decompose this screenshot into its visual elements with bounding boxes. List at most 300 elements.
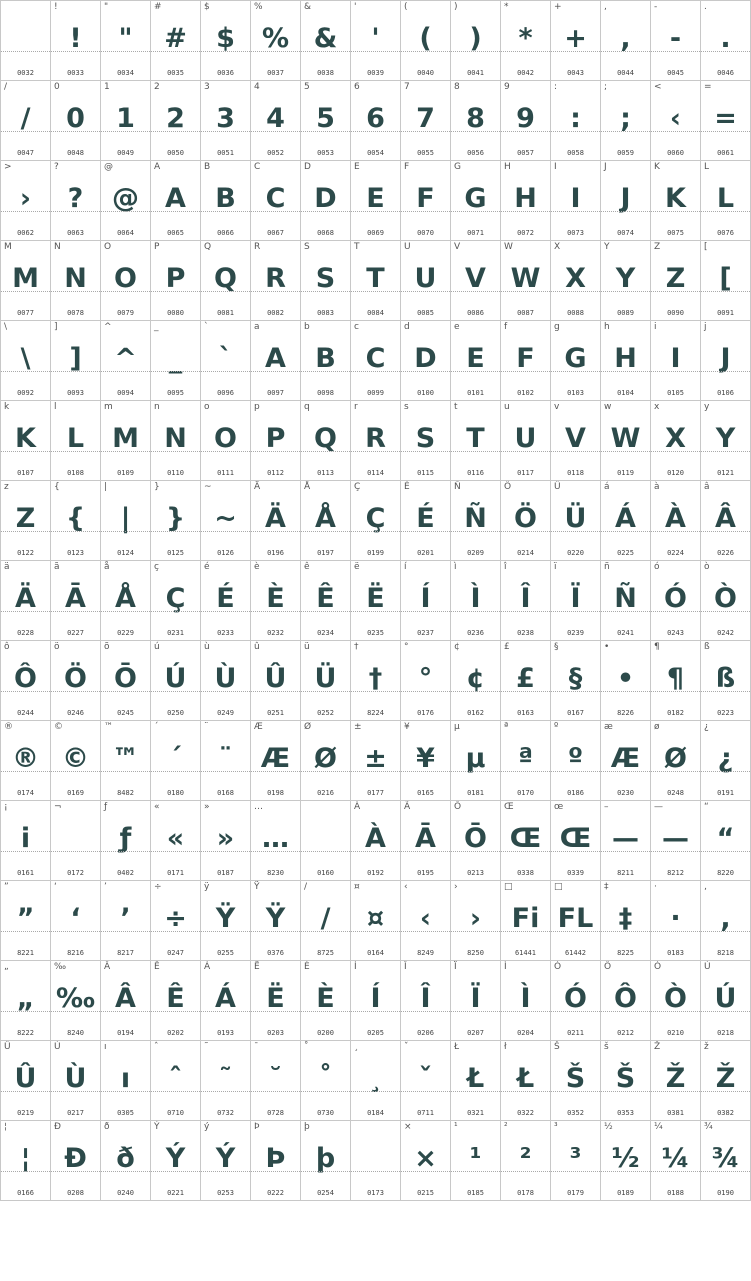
baseline-guide [301, 451, 350, 452]
glyph-code: 0106 [717, 389, 734, 397]
glyph-code: 0244 [17, 709, 34, 717]
glyph-reference-char: Z [654, 242, 661, 252]
glyph-sample: × [414, 1143, 437, 1174]
baseline-guide [701, 1091, 750, 1092]
glyph-cell [551, 641, 601, 721]
glyph-cell [351, 161, 401, 241]
glyph-sample: 6 [366, 103, 385, 134]
glyph-reference-char: © [54, 722, 63, 732]
glyph-code: 0181 [467, 789, 484, 797]
glyph-cell [451, 1041, 501, 1121]
glyph-sample: 2 [166, 103, 185, 134]
glyph-cell [501, 561, 551, 641]
glyph-reference-char: Ÿ [254, 882, 260, 892]
glyph-reference-char: & [304, 2, 312, 12]
glyph-reference-char: â [704, 482, 710, 492]
glyph-sample: Æ [610, 743, 641, 774]
glyph-cell [201, 241, 251, 321]
glyph-code: 0221 [167, 1189, 184, 1197]
glyph-reference-char: u [504, 402, 510, 412]
glyph-cell [401, 1041, 451, 1121]
glyph-sample: Ñ [614, 583, 637, 614]
glyph-sample: Ó [564, 983, 587, 1014]
glyph-reference-char: ) [454, 2, 458, 12]
baseline-guide [551, 451, 600, 452]
glyph-code: 0254 [317, 1189, 334, 1197]
baseline-guide [551, 691, 600, 692]
glyph-sample: ] [69, 343, 82, 374]
glyph-code: 0211 [567, 1029, 584, 1037]
baseline-guide [551, 1171, 600, 1172]
glyph-reference-char: ‚ [704, 882, 707, 892]
glyph-code: 0248 [667, 789, 684, 797]
glyph-sample: Ä [15, 583, 36, 614]
baseline-guide [101, 451, 150, 452]
glyph-cell [201, 561, 251, 641]
glyph-sample: ’ [120, 903, 131, 934]
glyph-reference-char: E [354, 162, 360, 172]
glyph-sample: Ç [365, 503, 386, 534]
glyph-code: 0083 [317, 309, 334, 317]
glyph-code: 0079 [117, 309, 134, 317]
glyph-sample: % [261, 23, 290, 54]
glyph-row [1, 641, 751, 721]
baseline-guide [451, 1091, 500, 1092]
glyph-reference-char: Ã [404, 802, 411, 812]
glyph-sample: ¼ [661, 1143, 690, 1174]
glyph-reference-char: N [54, 242, 61, 252]
glyph-code: 8482 [117, 789, 134, 797]
glyph-code: 0402 [117, 869, 134, 877]
baseline-guide [601, 291, 650, 292]
glyph-row [1, 881, 751, 961]
glyph-code: 0085 [417, 309, 434, 317]
glyph-code: 0245 [117, 709, 134, 717]
glyph-code: 0112 [267, 469, 284, 477]
glyph-sample: G [564, 343, 587, 374]
glyph-cell [351, 321, 401, 401]
glyph-cell [351, 401, 401, 481]
glyph-code: 0037 [267, 69, 284, 77]
glyph-row [1, 1, 751, 81]
glyph-cell [251, 321, 301, 401]
baseline-guide [501, 211, 550, 212]
glyph-code: 0233 [217, 629, 234, 637]
glyph-sample [301, 818, 350, 860]
glyph-reference-char: Æ [254, 722, 263, 732]
baseline-guide [351, 1171, 400, 1172]
glyph-cell [51, 161, 101, 241]
baseline-guide [351, 131, 400, 132]
glyph-code: 0097 [267, 389, 284, 397]
glyph-cell [401, 1121, 451, 1201]
glyph-sample: ~ [214, 503, 237, 534]
glyph-sample: Đ [64, 1143, 87, 1174]
glyph-sample: ² [519, 1143, 532, 1174]
glyph-reference-char: Å [304, 482, 311, 492]
glyph-sample: ¢ [466, 663, 485, 694]
glyph-reference-char: ó [654, 562, 660, 572]
glyph-sample: Ñ [464, 503, 487, 534]
glyph-reference-char: ø [654, 722, 660, 732]
glyph-cell [51, 481, 101, 561]
glyph-sample: È [316, 983, 335, 1014]
glyph-code: 0076 [717, 229, 734, 237]
glyph-cell [451, 321, 501, 401]
glyph-code: 0082 [267, 309, 284, 317]
glyph-code: 0200 [317, 1029, 334, 1037]
glyph-reference-char: ® [4, 722, 13, 732]
glyph-sample: Š [615, 1063, 636, 1094]
glyph-reference-char: J [604, 162, 607, 172]
glyph-code: 0249 [217, 709, 234, 717]
glyph-code: 0113 [317, 469, 334, 477]
glyph-sample: D [314, 183, 337, 214]
glyph-sample: Í [420, 583, 431, 614]
baseline-guide [1, 691, 50, 692]
glyph-reference-char: p [254, 402, 260, 412]
glyph-sample: U [414, 263, 437, 294]
glyph-cell [651, 481, 701, 561]
glyph-cell [301, 1041, 351, 1121]
glyph-cell [101, 881, 151, 961]
baseline-guide [551, 1091, 600, 1092]
baseline-guide [651, 691, 700, 692]
baseline-guide [301, 931, 350, 932]
glyph-sample: Ô [14, 663, 37, 694]
glyph-cell [1, 641, 51, 721]
baseline-guide [151, 931, 200, 932]
baseline-guide [451, 531, 500, 532]
glyph-cell [151, 801, 201, 881]
glyph-code: 0123 [67, 549, 84, 557]
glyph-reference-char: @ [104, 162, 113, 172]
glyph-cell [201, 161, 251, 241]
glyph-code: 0171 [167, 869, 184, 877]
glyph-reference-char: ï [554, 562, 557, 572]
glyph-reference-char: Ł [454, 1042, 460, 1052]
glyph-reference-char: - [654, 2, 658, 12]
glyph-cell [451, 801, 501, 881]
glyph-cell [651, 801, 701, 881]
glyph-cell [401, 241, 451, 321]
baseline-guide [551, 211, 600, 212]
glyph-reference-char: õ [104, 642, 110, 652]
glyph-cell [1, 1121, 51, 1201]
glyph-code: 0169 [67, 789, 84, 797]
baseline-guide [601, 371, 650, 372]
glyph-cell [451, 961, 501, 1041]
glyph-reference-char: º [554, 722, 559, 732]
glyph-sample: 0 [66, 103, 85, 134]
glyph-cell [551, 1121, 601, 1201]
baseline-guide [401, 1171, 450, 1172]
baseline-guide [301, 611, 350, 612]
glyph-cell [401, 161, 451, 241]
baseline-guide [251, 51, 300, 52]
glyph-sample: M [112, 423, 139, 454]
glyph-code: 0179 [567, 1189, 584, 1197]
glyph-reference-char: z [4, 482, 9, 492]
glyph-code: 0184 [367, 1109, 384, 1117]
glyph-cell [101, 721, 151, 801]
baseline-guide [651, 1011, 700, 1012]
glyph-sample: ª [517, 743, 534, 774]
glyph-code: 0120 [667, 469, 684, 477]
glyph-code: 0041 [467, 69, 484, 77]
glyph-cell [351, 1041, 401, 1121]
glyph-reference-char: ü [304, 642, 310, 652]
glyph-sample: & [313, 23, 338, 54]
baseline-guide [201, 611, 250, 612]
glyph-cell [451, 561, 501, 641]
glyph-code: 0099 [367, 389, 384, 397]
glyph-reference-char: ™ [104, 722, 113, 732]
glyph-sample: Ž [715, 1063, 736, 1094]
glyph-code: 0058 [567, 149, 584, 157]
glyph-cell [201, 961, 251, 1041]
baseline-guide [501, 771, 550, 772]
glyph-sample: J [620, 183, 631, 214]
glyph-sample: Ý [165, 1143, 186, 1174]
glyph-reference-char: “ [704, 802, 709, 812]
baseline-guide [201, 211, 250, 212]
glyph-sample: " [118, 23, 133, 54]
glyph-cell [651, 961, 701, 1041]
glyph-cell [451, 1121, 501, 1201]
glyph-cell [201, 1041, 251, 1121]
glyph-sample: Î [420, 983, 431, 1014]
glyph-reference-char: Ø [304, 722, 312, 732]
baseline-guide [1, 1171, 50, 1172]
glyph-reference-char: 4 [254, 82, 260, 92]
glyph-code: 8240 [67, 1029, 84, 1037]
glyph-cell [701, 721, 751, 801]
glyph-code: 0077 [17, 309, 34, 317]
glyph-reference-char: U [404, 242, 411, 252]
baseline-guide [351, 1011, 400, 1012]
glyph-cell [651, 81, 701, 161]
glyph-reference-char: Î [404, 962, 407, 972]
glyph-sample: Â [115, 983, 136, 1014]
glyph-sample: O [114, 263, 137, 294]
baseline-guide [151, 531, 200, 532]
glyph-code: 0051 [217, 149, 234, 157]
glyph-code: 0235 [367, 629, 384, 637]
glyph-sample: i [20, 823, 31, 854]
glyph-sample: § [568, 663, 583, 694]
glyph-cell [601, 1121, 651, 1201]
glyph-cell [301, 241, 351, 321]
glyph-cell [151, 81, 201, 161]
glyph-cell [501, 881, 551, 961]
glyph-reference-char: ” [4, 882, 9, 892]
glyph-reference-char: É [404, 482, 410, 492]
baseline-guide [601, 1091, 650, 1092]
glyph-reference-char: ´ [154, 722, 159, 732]
glyph-sample: ¨ [218, 743, 233, 774]
glyph-cell [101, 961, 151, 1041]
glyph-reference-char: Á [204, 962, 211, 972]
baseline-guide [601, 931, 650, 932]
baseline-guide [151, 611, 200, 612]
glyph-code: 0126 [217, 549, 234, 557]
glyph-cell [501, 1041, 551, 1121]
glyph-code: 0239 [567, 629, 584, 637]
glyph-sample: 3 [216, 103, 235, 134]
glyph-code: 0116 [467, 469, 484, 477]
baseline-guide [1, 1091, 50, 1092]
glyph-row [1, 321, 751, 401]
glyph-sample: [ [719, 263, 732, 294]
baseline-guide [101, 51, 150, 52]
glyph-reference-char: ~ [204, 482, 212, 492]
glyph-code: 0040 [417, 69, 434, 77]
baseline-guide [451, 851, 500, 852]
baseline-guide [101, 1091, 150, 1092]
glyph-reference-char: ; [604, 82, 608, 92]
baseline-guide [201, 131, 250, 132]
glyph-reference-char: § [554, 642, 559, 652]
glyph-sample: ´ [168, 743, 183, 774]
glyph-code: 8230 [267, 869, 284, 877]
glyph-cell [201, 641, 251, 721]
glyph-sample: Ù [64, 1063, 87, 1094]
glyph-sample: Í [370, 983, 381, 1014]
glyph-sample: V [465, 263, 486, 294]
glyph-cell [551, 961, 601, 1041]
baseline-guide [1, 851, 50, 852]
glyph-cell [51, 241, 101, 321]
glyph-code: 0225 [617, 549, 634, 557]
glyph-sample: B [315, 343, 336, 374]
glyph-cell [151, 161, 201, 241]
glyph-code: 0173 [367, 1189, 384, 1197]
glyph-code: 0227 [67, 629, 84, 637]
glyph-reference-char: ¯ [254, 1042, 259, 1052]
baseline-guide [301, 851, 350, 852]
glyph-cell [151, 1041, 201, 1121]
glyph-reference-char: ‡ [604, 882, 609, 892]
baseline-guide [301, 771, 350, 772]
baseline-guide [301, 691, 350, 692]
glyph-reference-char: Ü [554, 482, 561, 492]
glyph-cell [1, 481, 51, 561]
glyph-cell [551, 481, 601, 561]
glyph-reference-char: □ [554, 882, 563, 892]
glyph-code: 0074 [617, 229, 634, 237]
baseline-guide [401, 51, 450, 52]
glyph-cell [651, 161, 701, 241]
glyph-code: 8212 [667, 869, 684, 877]
glyph-reference-char: q [304, 402, 310, 412]
glyph-code: 0210 [667, 1029, 684, 1037]
baseline-guide [101, 1011, 150, 1012]
glyph-sample: C [265, 183, 286, 214]
glyph-sample: Á [215, 983, 236, 1014]
baseline-guide [151, 691, 200, 692]
glyph-sample: N [64, 263, 87, 294]
glyph-sample: Ł [516, 1063, 535, 1094]
glyph-reference-char: ê [304, 562, 310, 572]
glyph-sample: K [15, 423, 36, 454]
glyph-reference-char: ú [154, 642, 160, 652]
glyph-sample: ˆ [168, 1063, 183, 1094]
glyph-code: 0091 [717, 309, 734, 317]
baseline-guide [601, 771, 650, 772]
glyph-sample: — [612, 823, 639, 854]
glyph-code: 0036 [217, 69, 234, 77]
baseline-guide [351, 851, 400, 852]
glyph-reference-char: T [354, 242, 360, 252]
glyph-cell [251, 561, 301, 641]
baseline-guide [451, 211, 500, 212]
glyph-code: 0209 [467, 549, 484, 557]
glyph-code: 0176 [417, 709, 434, 717]
baseline-guide [101, 131, 150, 132]
glyph-cell [701, 881, 751, 961]
baseline-guide [101, 611, 150, 612]
glyph-code: 8218 [717, 949, 734, 957]
glyph-code: 0032 [17, 69, 34, 77]
glyph-code: 0102 [517, 389, 534, 397]
baseline-guide [1, 451, 50, 452]
glyph-reference-char: r [354, 402, 358, 412]
glyph-sample: ™ [112, 743, 139, 774]
glyph-reference-char: Ý [154, 1122, 160, 1132]
baseline-guide [501, 851, 550, 852]
glyph-sample: ± [364, 743, 387, 774]
glyph-cell [301, 321, 351, 401]
baseline-guide [501, 291, 550, 292]
glyph-reference-char: Ñ [454, 482, 461, 492]
glyph-sample: T [366, 263, 385, 294]
glyph-cell [301, 81, 351, 161]
glyph-cell [501, 641, 551, 721]
glyph-sample: F [416, 183, 435, 214]
glyph-sample: M [12, 263, 39, 294]
glyph-code: 0242 [717, 629, 734, 637]
glyph-reference-char: ä [4, 562, 10, 572]
glyph-sample: R [265, 263, 286, 294]
glyph-reference-char: y [704, 402, 710, 412]
glyph-reference-char: Ç [354, 482, 361, 492]
glyph-code: 0107 [17, 469, 34, 477]
glyph-code: 0174 [17, 789, 34, 797]
glyph-sample: ¤ [366, 903, 385, 934]
baseline-guide [701, 771, 750, 772]
glyph-code: 0381 [667, 1109, 684, 1117]
glyph-code: 0213 [467, 869, 484, 877]
glyph-reference-char: ð [104, 1122, 110, 1132]
glyph-reference-char: é [204, 562, 210, 572]
glyph-code: 0033 [67, 69, 84, 77]
glyph-code: 0045 [667, 69, 684, 77]
glyph-reference-char: g [554, 322, 560, 332]
glyph-reference-char: ? [54, 162, 59, 172]
baseline-guide [451, 1011, 500, 1012]
glyph-cell [551, 721, 601, 801]
glyph-reference-char: a [254, 322, 260, 332]
glyph-sample: ¾ [711, 1143, 740, 1174]
baseline-guide [351, 531, 400, 532]
glyph-code: 0059 [617, 149, 634, 157]
baseline-guide [551, 131, 600, 132]
glyph-code: 0104 [617, 389, 634, 397]
glyph-reference-char: š [604, 1042, 609, 1052]
baseline-guide [251, 451, 300, 452]
glyph-sample: I [570, 183, 581, 214]
